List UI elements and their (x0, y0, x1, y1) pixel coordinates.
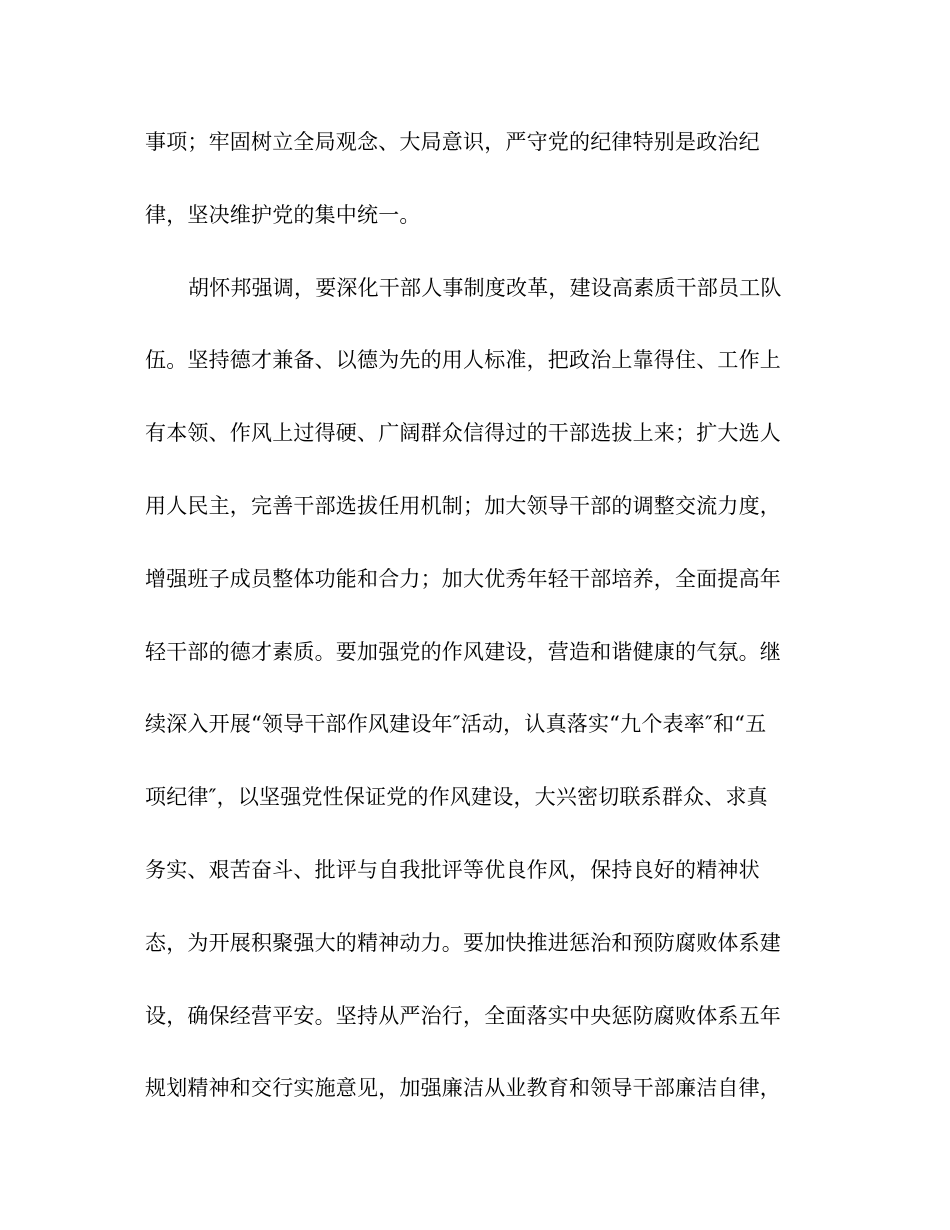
paragraph-2-line-12: 规划精神和交行实施意见，加强廉洁从业教育和领导干部廉洁自律， (145, 1076, 781, 1100)
paragraph-1-line-1: 事项；牢固树立全局观念、大局意识，严守党的纪律特别是政治纪 (145, 130, 760, 154)
paragraph-1-line-2: 律，坚决维护党的集中统一。 (145, 203, 421, 227)
paragraph-2-line-11: 设，确保经营平安。坚持从严治行，全面落实中央惩防腐败体系五年 (145, 1004, 781, 1028)
paragraph-2-line-3: 有本领、作风上过得硬、广阔群众信得过的干部选拔上来；扩大选人 (145, 421, 781, 445)
paragraph-2-line-7: 续深入开展“领导干部作风建设年″活动，认真落实“九个表率″和“五 (145, 712, 767, 736)
paragraph-2-line-2: 伍。坚持德才兼备、以德为先的用人标准，把政治上靠得住、工作上 (145, 348, 781, 372)
paragraph-2-line-4: 用人民主，完善干部选拔任用机制；加大领导干部的调整交流力度， (145, 494, 781, 518)
paragraph-2-line-5: 增强班子成员整体功能和合力；加大优秀年轻干部培养，全面提高年 (145, 567, 781, 591)
paragraph-2-line-10: 态，为开展积聚强大的精神动力。要加快推进惩治和预防腐败体系建 (145, 931, 781, 955)
paragraph-2-line-9: 务实、艰苦奋斗、批评与自我批评等优良作风，保持良好的精神状 (145, 858, 760, 882)
paragraph-2-line-6: 轻干部的德才素质。要加强党的作风建设，营造和谐健康的气氛。继 (145, 640, 781, 664)
paragraph-2-line-1: 胡怀邦强调，要深化干部人事制度改革，建设高素质干部员工队 (188, 276, 782, 300)
paragraph-2-line-8: 项纪律″，以坚强党性保证党的作风建设，大兴密切联系群众、求真 (145, 785, 768, 809)
